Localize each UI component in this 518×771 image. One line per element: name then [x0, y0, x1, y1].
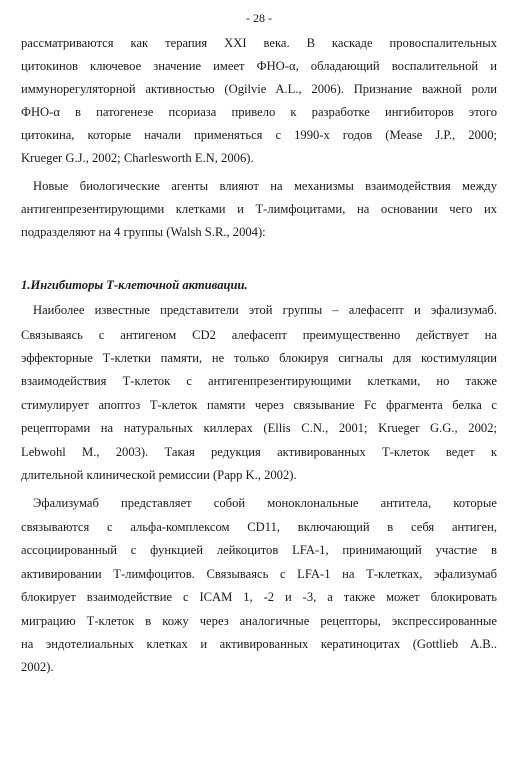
paragraph-3-line: рецепторами на натуральных киллерах (Ellis C.N., 2001; Krueger G.G., 2002;	[21, 421, 497, 435]
paragraph-2-line: антигенпрезентирующими клетками и Т-лимфоцитами, на основании чего их	[21, 202, 497, 216]
paragraph-3-line: взаимодействия Т-клеток с антигенпрезентирующими клетками, но также	[21, 374, 497, 388]
paragraph-3-line: Связываясь с антигеном CD2 алефасепт преимущественно действует на	[21, 328, 497, 342]
paragraph-3-line: стимулирует апоптоз Т-клеток памяти через связывание Fc фрагмента белка с	[21, 398, 497, 412]
paragraph-2-line: подразделяют на 4 группы (Walsh S.R., 2004):	[21, 225, 266, 239]
paragraph-3-line: Lebwohl M., 2003). Такая редукция активированных Т-клеток ведет к	[21, 445, 497, 459]
paragraph-4-line: ассоциированный с функцией лейкоцитов LFA-1, принимающий участие в	[21, 543, 497, 557]
paragraph-1-line: Krueger G.J., 2002; Charlesworth E.N, 2006).	[21, 151, 254, 165]
paragraph-3-line: Наиболее известные представители этой группы – алефасепт и эфализумаб.	[33, 303, 497, 317]
paragraph-3-line: длительной клинической ремиссии (Papp K., 2002).	[21, 468, 297, 482]
paragraph-3-line: эффекторные Т-клетки памяти, не только блокируя сигналы для костимуляции	[21, 351, 497, 365]
page-number: - 28 -	[246, 11, 272, 25]
paragraph-1-line: ФНО-α в патогенезе псориаза привело к разработке ингибиторов этого	[21, 105, 497, 119]
paragraph-2-line: Новые биологические агенты влияют на механизмы взаимодействия между	[33, 179, 497, 193]
paragraph-1-line: цитокинов ключевое значение имеет ФНО-α, обладающий воспалительной и	[21, 59, 497, 73]
paragraph-4-line: 2002).	[21, 660, 54, 674]
paragraph-4-line: блокирует взаимодействие с ICAM 1, -2 и -3, а также может блокировать	[21, 590, 497, 604]
paragraph-4-line: на эндотелиальных клетках и активированных кератиноцитах (Gottlieb A.B..	[21, 637, 497, 651]
paragraph-1-line: рассматриваются как терапия XXI века. В каскаде провоспалительных	[21, 36, 497, 50]
paragraph-4-line: Эфализумаб представляет собой моноклональные антитела, которые	[33, 496, 497, 510]
paragraph-1-line: цитокина, которые начали применяться с 1990-х годов (Mease J.P., 2000;	[21, 128, 497, 142]
section-heading: 1.Ингибиторы Т-клеточной активации.	[21, 278, 248, 292]
paragraph-1-line: иммунорегуляторной активностью (Ogilvie A.L., 2006). Признание важной роли	[21, 82, 497, 96]
paragraph-4-line: миграцию Т-клеток в кожу через аналогичные рецепторы, экспрессированные	[21, 614, 497, 628]
paragraph-4-line: активировании Т-лимфоцитов. Связываясь с LFA-1 на Т-клетках, эфализумаб	[21, 567, 497, 581]
paragraph-4-line: связываются с альфа-комплексом CD11, включающий в себя антиген,	[21, 520, 497, 534]
